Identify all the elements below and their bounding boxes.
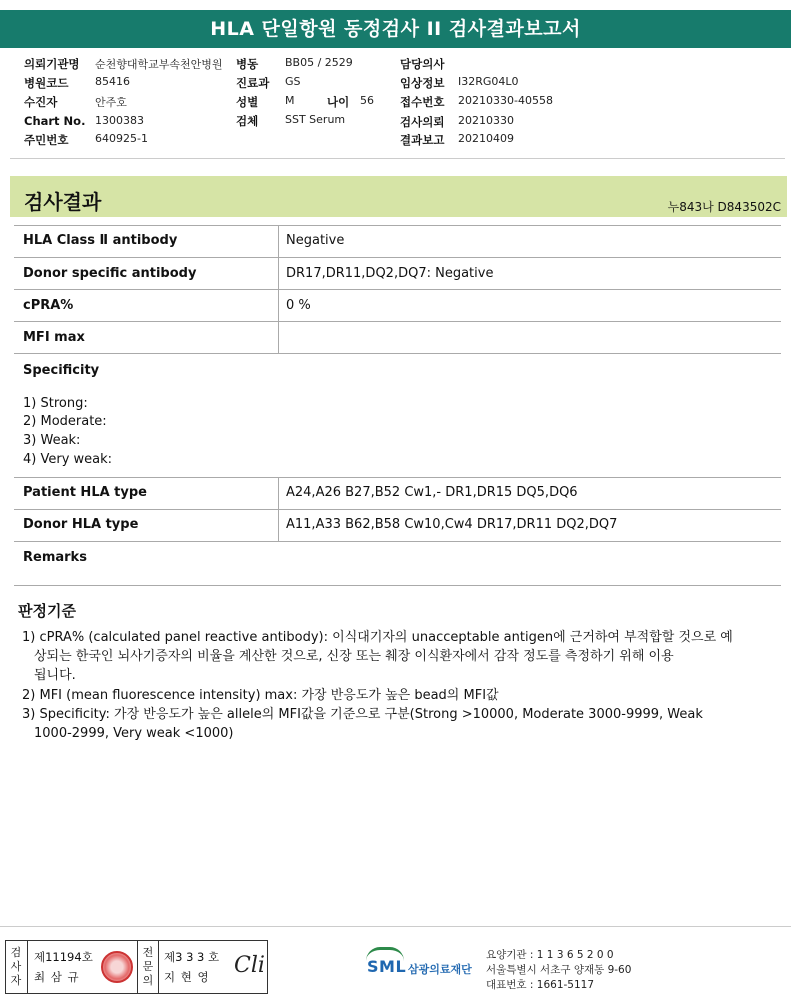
table-rule — [14, 541, 781, 542]
patient-label: 수진자 — [24, 95, 58, 109]
specimen-value: SST Serum — [285, 113, 346, 126]
dept-label: 진료과 — [236, 76, 270, 90]
table-rule — [14, 477, 781, 478]
header-divider — [10, 158, 785, 159]
criteria-item-1-line: 상되는 한국인 뇌사기증자의 비율을 계산한 것으로, 신장 또는 췌장 이식환자에서 감작 정도를 측정하기 위해 이용 — [34, 649, 674, 664]
clinical-info-label: 임상정보 — [400, 76, 445, 90]
criteria-item-1 — [22, 628, 774, 685]
inspector-name: 최 삼 규 — [34, 970, 80, 984]
inspector-v-char: 자 — [10, 974, 22, 987]
hospital-code-label: 병원코드 — [24, 76, 69, 90]
request-value: 20210330 — [458, 114, 514, 127]
report-title: HLA 단일항원 동정검사 II 검사결과보고서 — [0, 10, 791, 48]
institution-label: 의뢰기관명 — [24, 57, 80, 71]
doctor-label: 담당의사 — [400, 57, 445, 71]
reviewer-v-char: 의 — [142, 974, 154, 987]
inspector-v-char: 검 — [10, 946, 22, 959]
age-value: 56 — [360, 94, 374, 107]
table-rule — [14, 321, 781, 322]
criteria-title: 판정기준 — [18, 602, 76, 620]
signature-box — [5, 940, 268, 994]
table-column-divider — [278, 225, 279, 353]
receipt-label: 접수번호 — [400, 95, 445, 109]
specificity-item: 2) Moderate: — [23, 414, 107, 429]
reviewer-name: 지 현 영 — [164, 970, 210, 984]
table-rule — [14, 585, 781, 586]
specificity-item: 3) Weak: — [23, 433, 81, 448]
inspector-vertical-label — [6, 941, 28, 993]
clinical-info-value: I32RG04L0 — [458, 75, 519, 88]
reviewer-v-char: 전 — [142, 946, 154, 959]
patient-hla-value: A24,A26 B27,B52 Cw1,- DR1,DR15 DQ5,DQ6 — [286, 485, 578, 500]
table-rule — [14, 509, 781, 510]
donor-hla-label: Donor HLA type — [23, 517, 139, 532]
care-institution-number: 요양기관 : 1 1 3 6 5 2 0 0 — [486, 949, 614, 961]
donor-hla-value: A11,A33 B62,B58 Cw10,Cw4 DR17,DR11 DQ2,DQ7 — [286, 517, 618, 532]
table-rule — [14, 257, 781, 258]
table-rule — [14, 225, 781, 226]
specificity-label: Specificity — [23, 363, 100, 378]
patient-value: 안주호 — [95, 96, 127, 109]
org-phone: 대표번호 : 1661-5117 — [486, 979, 595, 991]
criteria-item-3-line: 1000-2999, Very weak <1000) — [34, 726, 234, 741]
report-date-label: 결과보고 — [400, 133, 445, 147]
ward-value: BB05 / 2529 — [285, 56, 353, 69]
footer-divider — [0, 926, 791, 927]
sex-value: M — [285, 94, 295, 107]
resident-label: 주민번호 — [24, 133, 69, 147]
table-column-divider — [278, 477, 279, 541]
reviewer-number: 제3 3 3 호 — [164, 950, 220, 964]
institution-value: 순천향대학교부속천안병원 — [95, 58, 223, 71]
table-rule — [14, 289, 781, 290]
org-name: 삼광의료재단 — [408, 963, 472, 976]
donor-specific-antibody-label: Donor specific antibody — [23, 266, 197, 281]
receipt-value: 20210330-40558 — [458, 94, 553, 107]
resident-value: 640925-1 — [95, 132, 148, 145]
reviewer-signature: Cli — [234, 953, 265, 978]
official-seal — [101, 951, 133, 983]
specificity-item: 4) Very weak: — [23, 452, 113, 467]
reviewer-v-char: 문 — [142, 960, 154, 973]
inspector-v-char: 사 — [10, 960, 22, 973]
inspector-number: 제11194호 — [34, 950, 93, 964]
hla-class2-label: HLA Class Ⅱ antibody — [23, 233, 178, 248]
cpra-value: 0 % — [286, 298, 311, 313]
result-section-title: 검사결과 — [24, 190, 102, 214]
remarks-label: Remarks — [23, 550, 87, 565]
chart-value: 1300383 — [95, 114, 144, 127]
donor-specific-antibody-value: DR17,DR11,DQ2,DQ7: Negative — [286, 266, 494, 281]
report-date-value: 20210409 — [458, 132, 514, 145]
criteria-item-1-line: 됩니다. — [34, 668, 76, 683]
specificity-item: 1) Strong: — [23, 396, 88, 411]
criteria-item-1-line: 1) cPRA% (calculated panel reactive antibody): 이식대기자의 unacceptable antigen에 근거하여 부적합할 것으로 예 — [22, 630, 733, 645]
sml-logo: SML — [367, 957, 407, 976]
age-label: 나이 — [327, 95, 350, 109]
mfi-max-label: MFI max — [23, 330, 85, 345]
ward-label: 병동 — [236, 57, 259, 71]
result-header-bar — [10, 176, 787, 217]
criteria-item-3-line: 3) Specificity: 가장 반응도가 높은 allele의 MFI값을 기준으로 구분(Strong >10000, Moderate 3000-9999, Weak — [22, 707, 703, 722]
cpra-label: cPRA% — [23, 298, 74, 313]
table-rule — [14, 353, 781, 354]
hospital-code-value: 85416 — [95, 75, 130, 88]
org-address: 서울특별시 서초구 양재동 9-60 — [486, 964, 632, 976]
result-id: 누843나 D843502C — [667, 200, 781, 214]
patient-hla-label: Patient HLA type — [23, 485, 147, 500]
specimen-label: 검체 — [236, 114, 259, 128]
sex-label: 성별 — [236, 95, 259, 109]
criteria-item-2: 2) MFI (mean fluorescence intensity) max: 가장 반응도가 높은 bead의 MFI값 — [22, 688, 499, 703]
chart-label: Chart No. — [24, 114, 86, 128]
reviewer-vertical-label — [137, 941, 159, 993]
criteria-item-3 — [22, 705, 774, 743]
request-label: 검사의뢰 — [400, 115, 445, 129]
dept-value: GS — [285, 75, 301, 88]
hla-class2-value: Negative — [286, 233, 345, 248]
